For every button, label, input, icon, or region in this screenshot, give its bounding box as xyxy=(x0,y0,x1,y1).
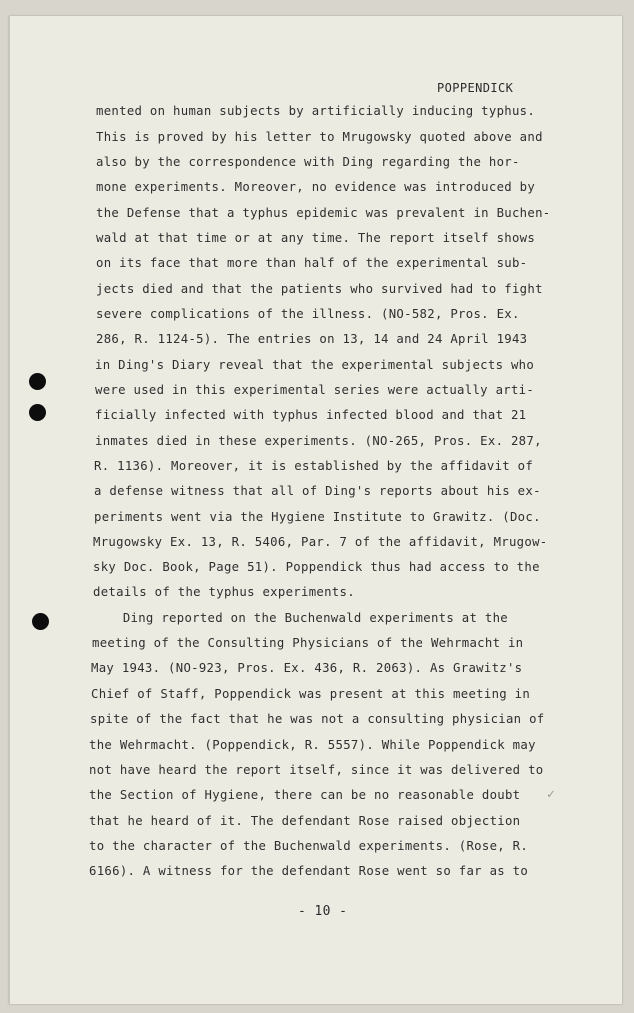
text-line: details of the typhus experiments. xyxy=(93,585,355,599)
text-line: mented on human subjects by artificially inducing typhus. xyxy=(96,104,536,118)
text-line: the Defense that a typhus epidemic was prevalent in Buchen- xyxy=(96,206,551,220)
text-line: not have heard the report itself, since it was delivered to xyxy=(89,763,544,777)
text-line: ficially infected with typhus infected blood and that 21 xyxy=(95,408,527,422)
punch-hole xyxy=(29,404,46,421)
text-line: wald at that time or at any time. The report itself shows xyxy=(96,231,536,245)
text-line: also by the correspondence with Ding regarding the hor- xyxy=(96,155,520,169)
text-line: on its face that more than half of the experimental sub- xyxy=(96,256,528,270)
check-mark-icon: ✓ xyxy=(547,787,555,802)
text-line: May 1943. (NO-923, Pros. Ex. 436, R. 2063). As Grawitz's xyxy=(91,661,523,675)
text-line: Chief of Staff, Poppendick was present at this meeting in xyxy=(91,687,531,701)
text-line: meeting of the Consulting Physicians of the Wehrmacht in xyxy=(92,636,524,650)
text-line: that he heard of it. The defendant Rose raised objection xyxy=(89,814,521,828)
text-line: R. 1136). Moreover, it is established by the affidavit of xyxy=(94,459,534,473)
text-line: to the character of the Buchenwald experiments. (Rose, R. xyxy=(89,839,529,853)
text-line: Mrugowsky Ex. 13, R. 5406, Par. 7 of the affidavit, Mrugow- xyxy=(93,535,548,549)
text-line: the Section of Hygiene, there can be no reasonable doubt xyxy=(89,788,521,802)
text-line: This is proved by his letter to Mrugowsky quoted above and xyxy=(96,130,543,144)
text-line: 286, R. 1124-5). The entries on 13, 14 and 24 April 1943 xyxy=(96,332,528,346)
text-line: 6166). A witness for the defendant Rose went so far as to xyxy=(89,864,529,878)
text-line: in Ding's Diary reveal that the experimental subjects who xyxy=(95,358,535,372)
text-line: the Wehrmacht. (Poppendick, R. 5557). While Poppendick may xyxy=(89,738,536,752)
text-line: mone experiments. Moreover, no evidence was introduced by xyxy=(96,180,536,194)
text-line: periments went via the Hygiene Institute to Grawitz. (Doc. xyxy=(94,510,541,524)
punch-hole xyxy=(29,373,46,390)
text-line: severe complications of the illness. (NO-582, Pros. Ex. xyxy=(96,307,520,321)
running-header: POPPENDICK xyxy=(437,81,514,95)
text-line: jects died and that the patients who survived had to fight xyxy=(96,282,543,296)
page-number: - 10 - xyxy=(298,904,348,919)
punch-hole xyxy=(32,613,49,630)
text-line: a defense witness that all of Ding's reports about his ex- xyxy=(94,484,541,498)
text-line: Ding reported on the Buchenwald experiments at the xyxy=(92,611,508,625)
text-line: sky Doc. Book, Page 51). Poppendick thus had access to the xyxy=(93,560,540,574)
text-line: inmates died in these experiments. (NO-265, Pros. Ex. 287, xyxy=(95,434,542,448)
text-line: spite of the fact that he was not a consulting physician of xyxy=(90,712,545,726)
text-line: were used in this experimental series were actually arti- xyxy=(95,383,535,397)
